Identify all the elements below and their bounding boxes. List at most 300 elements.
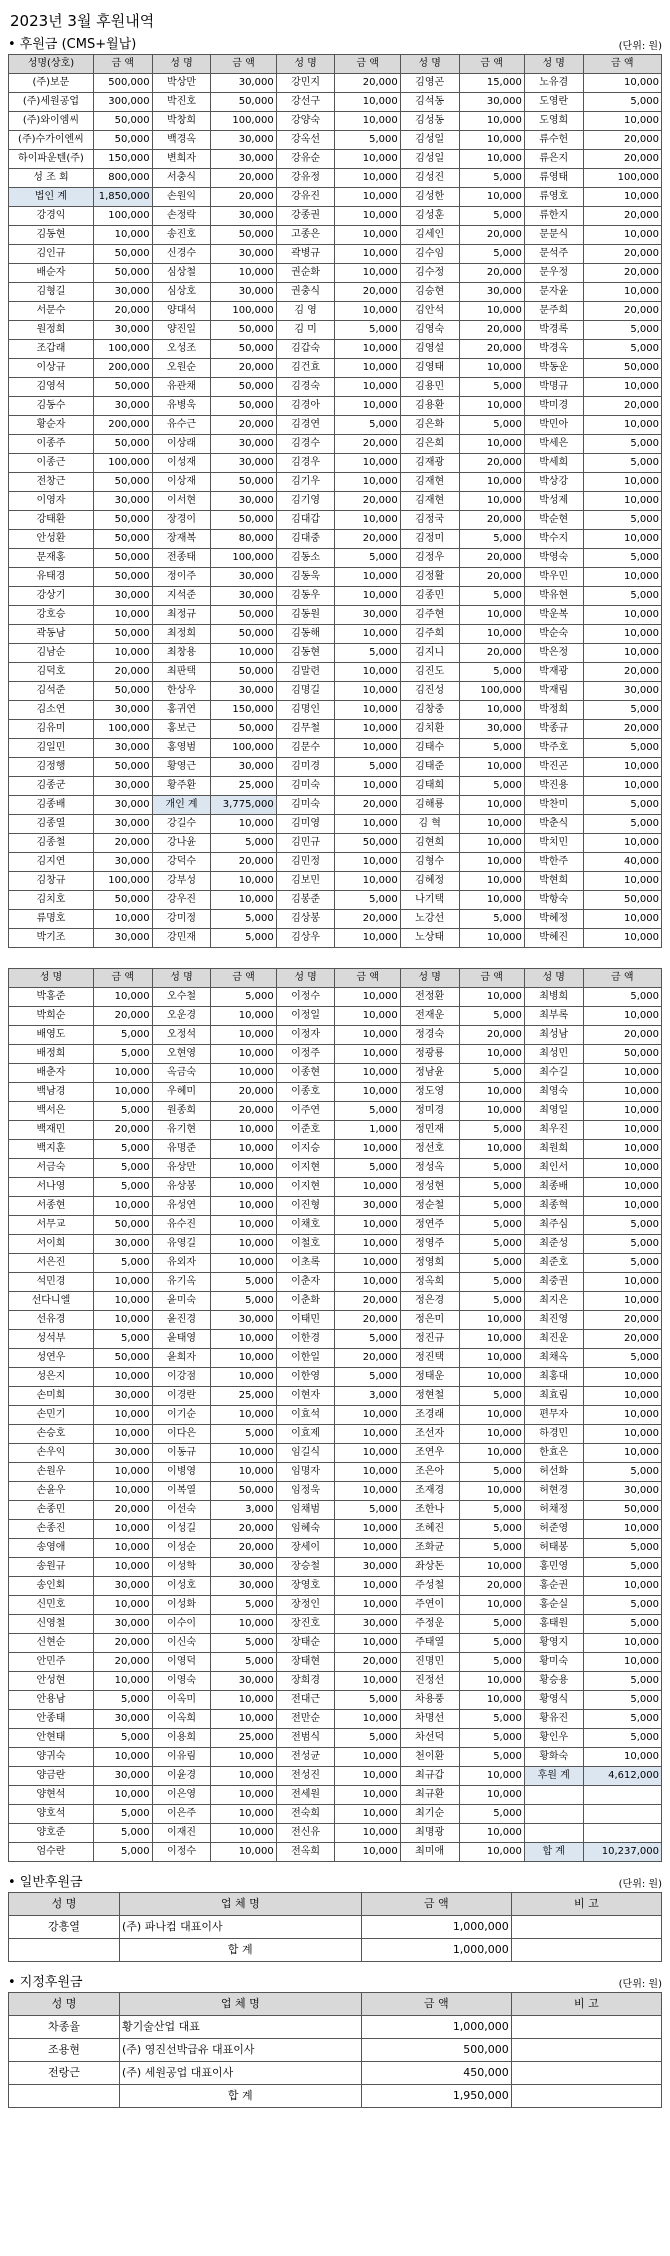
- amount: 10,000: [93, 1786, 152, 1805]
- amount: 5,000: [211, 910, 276, 929]
- donor-name: 정영희: [400, 1254, 459, 1273]
- amount: 30,000: [459, 720, 524, 739]
- amount: 5,000: [459, 416, 524, 435]
- amount: 5,000: [583, 93, 661, 112]
- donor-name: 유병욱: [152, 397, 211, 416]
- table-row: [9, 1292, 662, 1311]
- donor-name: 황영식: [524, 1691, 583, 1710]
- amount: 30,000: [583, 682, 661, 701]
- donor-name: 서금숙: [9, 1159, 94, 1178]
- amount: 50,000: [211, 1482, 276, 1501]
- empty-cell: [9, 2085, 120, 2108]
- amount: 30,000: [93, 1444, 152, 1463]
- donor-name: 김남순: [9, 644, 94, 663]
- donor-name: 이경란: [152, 1387, 211, 1406]
- donor-name: 박치민: [524, 834, 583, 853]
- donor-name: 김영태: [400, 359, 459, 378]
- table-row: [9, 777, 662, 796]
- amount: 10,000: [93, 1292, 152, 1311]
- donor-name: 류수헌: [524, 131, 583, 150]
- donor-name: 박은정: [524, 644, 583, 663]
- amount: 10,000: [583, 644, 661, 663]
- donor-name: 이강점: [152, 1368, 211, 1387]
- donor-name: 김인규: [9, 245, 94, 264]
- amount: 50,000: [211, 226, 276, 245]
- donor-name: 조재경: [400, 1482, 459, 1501]
- amount: 30,000: [93, 321, 152, 340]
- donor-name: 김영설: [400, 340, 459, 359]
- amount: 30,000: [211, 1558, 276, 1577]
- amount: 5,000: [459, 1178, 524, 1197]
- donor-name: 홍순권: [524, 1577, 583, 1596]
- amount: 20,000: [459, 321, 524, 340]
- donor-name: 황미숙: [524, 1653, 583, 1672]
- amount: 10,000: [335, 1463, 400, 1482]
- amount: 10,000: [583, 568, 661, 587]
- amount: 50,000: [211, 93, 276, 112]
- donor-name: 안성환: [9, 530, 94, 549]
- amount: 5,000: [459, 1235, 524, 1254]
- donor-name: 유기현: [152, 1121, 211, 1140]
- amount: 50,000: [211, 397, 276, 416]
- amount: 10,000: [459, 1102, 524, 1121]
- amount: 5,000: [335, 891, 400, 910]
- amount: 10,000: [459, 359, 524, 378]
- donor-name: 양진일: [152, 321, 211, 340]
- donor-name: 김경아: [276, 397, 335, 416]
- amount: 10,000: [459, 473, 524, 492]
- donor-name: 손종민: [9, 1501, 94, 1520]
- amount: 5,000: [211, 1292, 276, 1311]
- donor-name: 양호준: [9, 1824, 94, 1843]
- table-row: [9, 1748, 662, 1767]
- amount: 30,000: [93, 1387, 152, 1406]
- donor-name: 송영애: [9, 1539, 94, 1558]
- donor-name: 변희자: [152, 150, 211, 169]
- amount: 10,000: [459, 796, 524, 815]
- donor-name: 서이희: [9, 1235, 94, 1254]
- amount: 10,000: [211, 1216, 276, 1235]
- table-row: [9, 1691, 662, 1710]
- amount: 50,000: [93, 682, 152, 701]
- amount: 10,000: [335, 359, 400, 378]
- donor-name: 손우익: [9, 1444, 94, 1463]
- amount: 50,000: [93, 549, 152, 568]
- donor-name: 박한주: [524, 853, 583, 872]
- amount: 30,000: [211, 758, 276, 777]
- amount: 10,000: [459, 1596, 524, 1615]
- donor-name: 강유진: [276, 188, 335, 207]
- donor-name: 강선구: [276, 93, 335, 112]
- donor-name: 강양숙: [276, 112, 335, 131]
- donor-name: 류은지: [524, 150, 583, 169]
- amount: 20,000: [335, 796, 400, 815]
- donor-name: 이성재: [152, 454, 211, 473]
- amount: 10,000: [583, 378, 661, 397]
- amount: 5,000: [459, 1653, 524, 1672]
- donor-name: 황순자: [9, 416, 94, 435]
- col-header: 금 액: [93, 969, 152, 988]
- amount: 200,000: [93, 416, 152, 435]
- amount: 10,000: [335, 568, 400, 587]
- amount: 30,000: [93, 853, 152, 872]
- donor-name: 김세인: [400, 226, 459, 245]
- amount: 10,000: [335, 1710, 400, 1729]
- amount: 10,000: [93, 1197, 152, 1216]
- table-row: [9, 435, 662, 454]
- amount: 10,000: [583, 758, 661, 777]
- donor-name: 이성길: [152, 1520, 211, 1539]
- donor-name: 정선호: [400, 1140, 459, 1159]
- donor-name: 박성제: [524, 492, 583, 511]
- amount: 10,000: [459, 815, 524, 834]
- donor-name: 안현태: [9, 1729, 94, 1748]
- donor-name: 박순현: [524, 511, 583, 530]
- donor-name: 전대근: [276, 1691, 335, 1710]
- table-row: [9, 1026, 662, 1045]
- amount: 50,000: [211, 473, 276, 492]
- donor-name: 배춘자: [9, 1064, 94, 1083]
- donor-name: 박춘식: [524, 815, 583, 834]
- table-row: [9, 1216, 662, 1235]
- amount: 50,000: [93, 245, 152, 264]
- donor-name: 김영석: [9, 378, 94, 397]
- donor-name: 주성철: [400, 1577, 459, 1596]
- table-row: [9, 1064, 662, 1083]
- amount: 10,000: [335, 1045, 400, 1064]
- amount: 20,000: [459, 568, 524, 587]
- donor-name: 권순화: [276, 264, 335, 283]
- amount: 25,000: [211, 1729, 276, 1748]
- donor-name: 차종율: [9, 2016, 120, 2039]
- donor-name: 신경수: [152, 245, 211, 264]
- amount: 10,000: [211, 1178, 276, 1197]
- donor-name: 김민규: [276, 834, 335, 853]
- donor-name: 이병영: [152, 1463, 211, 1482]
- amount: 20,000: [211, 1083, 276, 1102]
- table-row: [9, 492, 662, 511]
- table-row: [9, 1273, 662, 1292]
- donor-name: 우혜미: [152, 1083, 211, 1102]
- amount: 5,000: [459, 169, 524, 188]
- amount: 10,000: [211, 1463, 276, 1482]
- amount: 5,000: [459, 378, 524, 397]
- donor-name: 최우진: [524, 1121, 583, 1140]
- donor-name: 유상봉: [152, 1178, 211, 1197]
- amount: 5,000: [93, 1045, 152, 1064]
- donor-name: 황화숙: [524, 1748, 583, 1767]
- amount: 5,000: [93, 1178, 152, 1197]
- amount: 5,000: [459, 1729, 524, 1748]
- table-row: [9, 1786, 662, 1805]
- total-label: 합 계: [120, 1939, 362, 1962]
- amount: 10,000: [211, 1197, 276, 1216]
- table-row: [9, 1843, 662, 1862]
- amount: 50,000: [93, 131, 152, 150]
- amount: 30,000: [211, 435, 276, 454]
- table-row: [9, 1159, 662, 1178]
- donor-name: 손종진: [9, 1520, 94, 1539]
- amount: 5,000: [93, 1159, 152, 1178]
- amount: 50,000: [583, 1045, 661, 1064]
- donor-name: 김동수: [9, 397, 94, 416]
- amount: 20,000: [211, 416, 276, 435]
- donor-name: 이유림: [152, 1748, 211, 1767]
- donor-name: 주연이: [400, 1596, 459, 1615]
- amount: 10,000: [583, 1292, 661, 1311]
- donor-name: 최정규: [152, 606, 211, 625]
- amount: 10,000: [459, 1824, 524, 1843]
- amount: 10,000: [335, 872, 400, 891]
- donor-name: 유수진: [152, 1216, 211, 1235]
- amount: 30,000: [93, 815, 152, 834]
- amount: 300,000: [93, 93, 152, 112]
- donor-name: 정영주: [400, 1235, 459, 1254]
- amount: 3,000: [335, 1387, 400, 1406]
- amount: 10,000: [211, 1007, 276, 1026]
- donor-name: 김 미: [276, 321, 335, 340]
- donor-name: 원종희: [152, 1102, 211, 1121]
- amount: 5,000: [583, 1349, 661, 1368]
- donor-name: 최성남: [524, 1026, 583, 1045]
- amount: 20,000: [335, 910, 400, 929]
- amount: 5,000: [583, 1235, 661, 1254]
- amount: 10,000: [459, 131, 524, 150]
- amount: 10,000: [211, 264, 276, 283]
- amount: 5,000: [459, 1292, 524, 1311]
- donor-name: 이지현: [276, 1178, 335, 1197]
- subtotal-amount: 3,775,000: [211, 796, 276, 815]
- donor-name: 허준영: [524, 1520, 583, 1539]
- col-header: 금 액: [583, 969, 661, 988]
- col-header: 업 체 명: [120, 1893, 362, 1916]
- amount: 5,000: [459, 1387, 524, 1406]
- donor-name: 강유순: [276, 150, 335, 169]
- donor-name: 유태경: [9, 568, 94, 587]
- amount: 10,000: [583, 625, 661, 644]
- donor-name: 이성학: [152, 1558, 211, 1577]
- donor-name: 김영곤: [400, 74, 459, 93]
- donor-name: 홍보근: [152, 720, 211, 739]
- donor-name: 정진택: [400, 1349, 459, 1368]
- donor-name: 이서현: [152, 492, 211, 511]
- donor-name: 문우정: [524, 264, 583, 283]
- empty-cell: [9, 1939, 120, 1962]
- amount: 5,000: [583, 815, 661, 834]
- donor-name: 최성민: [524, 1045, 583, 1064]
- donor-name: 강경익: [9, 207, 94, 226]
- donor-name: 김용환: [400, 397, 459, 416]
- amount: 10,000: [459, 302, 524, 321]
- amount: 30,000: [211, 682, 276, 701]
- amount: 30,000: [583, 1482, 661, 1501]
- table-row: [9, 397, 662, 416]
- donor-name: 황주환: [152, 777, 211, 796]
- donor-name: 김성훈: [400, 207, 459, 226]
- donor-name: 유수근: [152, 416, 211, 435]
- amount: 20,000: [93, 834, 152, 853]
- donor-name: 김건효: [276, 359, 335, 378]
- amount: 5,000: [335, 131, 400, 150]
- donor-name: 김종배: [9, 796, 94, 815]
- donor-name: 송진호: [152, 226, 211, 245]
- donor-name: 박순숙: [524, 625, 583, 644]
- donor-name: 김명길: [276, 682, 335, 701]
- donor-name: 김동원: [276, 606, 335, 625]
- donor-name: 주태열: [400, 1634, 459, 1653]
- amount: 450,000: [361, 2062, 511, 2085]
- table-row: [9, 606, 662, 625]
- donor-name: 전만순: [276, 1710, 335, 1729]
- donor-name: 김태수: [400, 739, 459, 758]
- empty-cell: [511, 2085, 661, 2108]
- amount: 10,000: [583, 1748, 661, 1767]
- donor-name: 유성연: [152, 1197, 211, 1216]
- amount: 10,000: [459, 701, 524, 720]
- amount: 30,000: [211, 454, 276, 473]
- note: [511, 2016, 661, 2039]
- donor-name: 이은영: [152, 1786, 211, 1805]
- amount: 5,000: [93, 1805, 152, 1824]
- donor-name: 정현철: [400, 1387, 459, 1406]
- amount: 10,000: [459, 1786, 524, 1805]
- amount: 10,000: [459, 929, 524, 948]
- col-header: 금 액: [211, 969, 276, 988]
- amount: 5,000: [211, 1653, 276, 1672]
- amount: 5,000: [93, 1729, 152, 1748]
- amount: 20,000: [583, 264, 661, 283]
- donor-name: 이종호: [276, 1083, 335, 1102]
- table-body-1: [9, 74, 662, 948]
- total-amount: 1,950,000: [361, 2085, 511, 2108]
- amount: 5,000: [211, 988, 276, 1007]
- donor-name: [524, 1805, 583, 1824]
- donor-name: 정옥희: [400, 1273, 459, 1292]
- col-header: 성 명: [9, 1893, 120, 1916]
- table-row: [9, 283, 662, 302]
- donor-name: 김기영: [276, 492, 335, 511]
- donor-name: 허채정: [524, 1501, 583, 1520]
- amount: 20,000: [211, 853, 276, 872]
- amount: [583, 1824, 661, 1843]
- amount: 50,000: [583, 359, 661, 378]
- amount: 30,000: [211, 131, 276, 150]
- donor-name: 이옥희: [152, 1710, 211, 1729]
- amount: 10,000: [335, 587, 400, 606]
- amount: 50,000: [211, 321, 276, 340]
- amount: 10,000: [335, 1254, 400, 1273]
- amount: 20,000: [459, 340, 524, 359]
- amount: 5,000: [459, 245, 524, 264]
- amount: 10,000: [583, 1425, 661, 1444]
- amount: 50,000: [211, 720, 276, 739]
- table-row: [9, 1368, 662, 1387]
- donor-name: 백경옥: [152, 131, 211, 150]
- amount: 30,000: [93, 1767, 152, 1786]
- donor-name: 차선덕: [400, 1729, 459, 1748]
- col-header: 성 명: [276, 969, 335, 988]
- amount: 20,000: [93, 1007, 152, 1026]
- amount: 20,000: [335, 1292, 400, 1311]
- donation-table-2: [8, 968, 662, 1862]
- amount: 20,000: [583, 1330, 661, 1349]
- table-row: [9, 1444, 662, 1463]
- amount: 30,000: [93, 1235, 152, 1254]
- donor-name: 윤미숙: [152, 1292, 211, 1311]
- donor-name: 정경숙: [400, 1026, 459, 1045]
- subtotal-amount: 1,850,000: [93, 188, 152, 207]
- amount: 5,000: [459, 1748, 524, 1767]
- table-row: [9, 1425, 662, 1444]
- donor-name: 양현석: [9, 1786, 94, 1805]
- table-row: [9, 511, 662, 530]
- amount: 10,000: [459, 492, 524, 511]
- donor-name: 최병희: [524, 988, 583, 1007]
- donor-name: 손미희: [9, 1387, 94, 1406]
- amount: 10,000: [459, 397, 524, 416]
- amount: 10,000: [335, 1672, 400, 1691]
- amount: 10,000: [583, 777, 661, 796]
- amount: 30,000: [459, 283, 524, 302]
- company-name: (주) 파나컴 대표이사: [120, 1916, 362, 1939]
- donor-name: (주)와이엠씨: [9, 112, 94, 131]
- col-header: 금 액: [459, 969, 524, 988]
- amount: 5,000: [335, 416, 400, 435]
- amount: 5,000: [583, 1539, 661, 1558]
- donor-name: 김수임: [400, 245, 459, 264]
- donor-name: 조은아: [400, 1463, 459, 1482]
- donor-name: 이채호: [276, 1216, 335, 1235]
- amount: [583, 1805, 661, 1824]
- amount: 10,000: [335, 302, 400, 321]
- donor-name: 김덕호: [9, 663, 94, 682]
- amount: 10,000: [583, 910, 661, 929]
- amount: 10,000: [93, 1273, 152, 1292]
- amount: 5,000: [583, 988, 661, 1007]
- amount: 10,000: [211, 815, 276, 834]
- donor-name: 박항숙: [524, 891, 583, 910]
- amount: 5,000: [459, 1254, 524, 1273]
- amount: 10,000: [583, 929, 661, 948]
- donor-name: 유명준: [152, 1140, 211, 1159]
- donor-name: 박기조: [9, 929, 94, 948]
- donor-name: 김대중: [276, 530, 335, 549]
- amount: 10,000: [459, 1444, 524, 1463]
- donor-name: 김주현: [400, 606, 459, 625]
- amount: 30,000: [93, 777, 152, 796]
- amount: 5,000: [583, 321, 661, 340]
- donor-name: 전범식: [276, 1729, 335, 1748]
- amount: 5,000: [459, 1007, 524, 1026]
- amount: 10,000: [459, 891, 524, 910]
- amount: 5,000: [583, 1596, 661, 1615]
- amount: 50,000: [93, 435, 152, 454]
- donor-name: 유기옥: [152, 1273, 211, 1292]
- amount: 10,000: [583, 1520, 661, 1539]
- donor-name: 김말련: [276, 663, 335, 682]
- donor-name: 김지연: [9, 853, 94, 872]
- amount: 10,000: [583, 1444, 661, 1463]
- amount: 30,000: [335, 606, 400, 625]
- donor-name: 성은지: [9, 1368, 94, 1387]
- donor-name: 장진호: [276, 1615, 335, 1634]
- donor-name: 김진도: [400, 663, 459, 682]
- amount: 10,000: [459, 1330, 524, 1349]
- table-row: [9, 93, 662, 112]
- subtotal-label: 합 계: [524, 1843, 583, 1862]
- amount: 20,000: [211, 359, 276, 378]
- amount: 10,000: [335, 1767, 400, 1786]
